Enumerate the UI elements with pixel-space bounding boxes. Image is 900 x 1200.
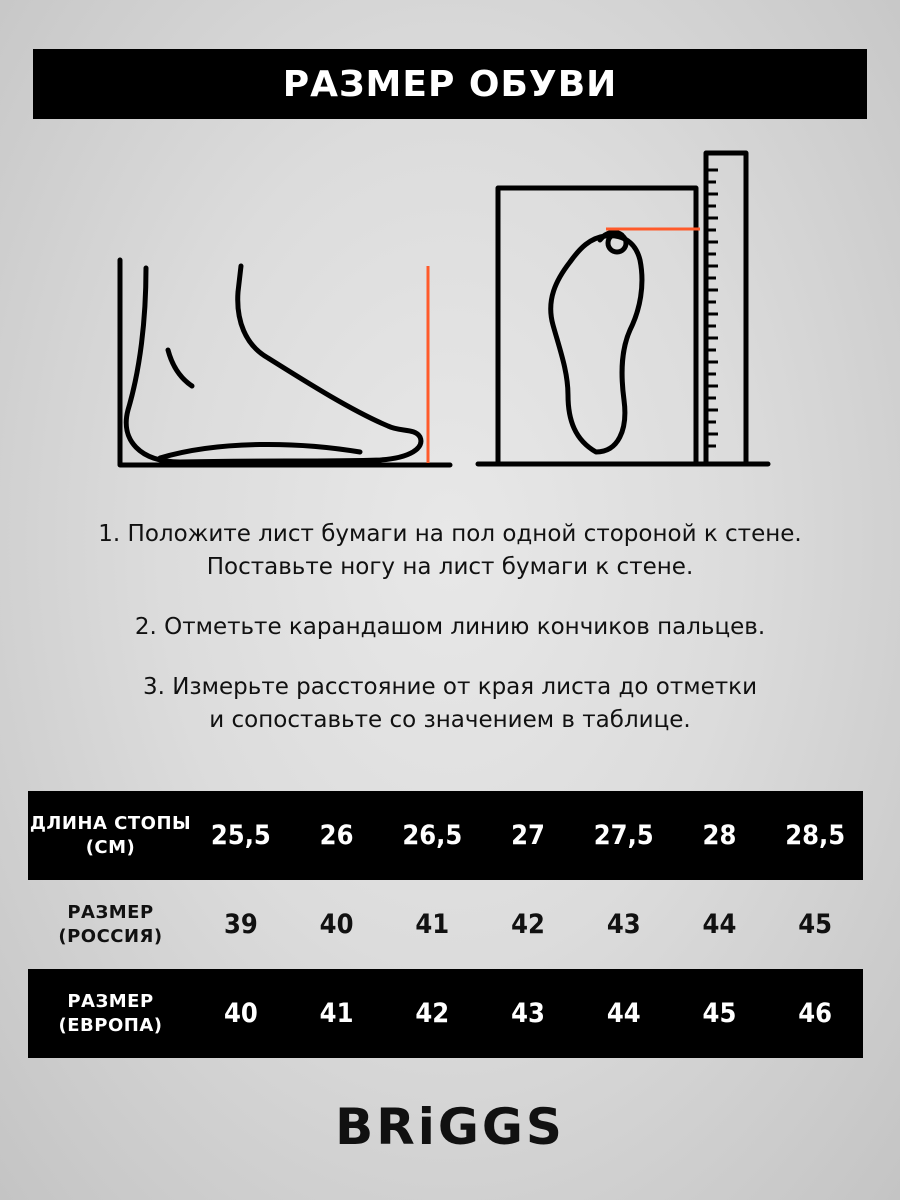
table-cell: 45 — [702, 998, 737, 1029]
table-cell: 41 — [415, 909, 450, 940]
page-title-bar — [33, 49, 867, 119]
table-cell: 43 — [606, 909, 641, 940]
row-label-line-1: ДЛИНА СТОПЫ — [29, 812, 192, 834]
row-label-line-2: (СМ) — [85, 836, 136, 858]
row-label — [28, 812, 193, 860]
table-cell: 44 — [606, 998, 641, 1029]
table-cell: 45 — [798, 909, 833, 940]
table-cell: 43 — [511, 998, 545, 1029]
table-row-size-europe — [28, 969, 863, 1058]
step-3-line-2: и сопоставьте со значением в таблице. — [209, 707, 691, 733]
table-cell: 27,5 — [593, 820, 654, 851]
row-label-line-2: (РОССИЯ) — [58, 925, 163, 947]
step-1-line-1: 1. Положите лист бумаги на пол одной стороной к стене. — [98, 521, 802, 547]
step-1 — [0, 518, 900, 584]
table-row-foot-length — [28, 791, 863, 880]
row-label — [28, 990, 193, 1038]
table-cell: 40 — [319, 909, 354, 940]
instructions — [0, 518, 900, 764]
table-cell: 28,5 — [785, 820, 846, 851]
foot-top-ruler-icon — [478, 153, 768, 464]
table-cell: 44 — [702, 909, 737, 940]
brand-name: BRiGGS — [335, 1098, 565, 1156]
table-cell: 46 — [798, 998, 833, 1029]
table-cell: 41 — [319, 998, 354, 1029]
table-cell: 26,5 — [402, 820, 463, 851]
table-row-size-russia — [28, 880, 863, 969]
step-1-line-2: Поставьте ногу на лист бумаги к стене. — [206, 554, 694, 580]
row-label-line-1: РАЗМЕР — [67, 990, 154, 1012]
foot-side-icon — [120, 260, 450, 465]
table-cell: 26 — [319, 820, 354, 851]
table-cell: 40 — [223, 998, 258, 1029]
table-cell: 42 — [415, 998, 450, 1029]
row-label — [28, 901, 193, 949]
table-cell: 39 — [223, 909, 258, 940]
table-cell: 25,5 — [210, 820, 271, 851]
brand-logo — [0, 1098, 900, 1156]
step-3-line-1: 3. Измерьте расстояние от края листа до отметки — [142, 674, 758, 700]
table-cell: 28 — [702, 820, 737, 851]
row-label-line-2: (ЕВРОПА) — [58, 1014, 163, 1036]
step-3 — [0, 671, 900, 737]
table-cell: 27 — [511, 820, 545, 851]
row-label-line-1: РАЗМЕР — [67, 901, 154, 923]
page-title: РАЗМЕР ОБУВИ — [282, 63, 618, 105]
table-cell: 42 — [511, 909, 545, 940]
size-table — [28, 791, 863, 1058]
step-2-line-1: 2. Отметьте карандашом линию кончиков пальцев. — [134, 614, 766, 640]
step-2 — [0, 611, 900, 644]
measurement-illustration — [0, 140, 900, 480]
